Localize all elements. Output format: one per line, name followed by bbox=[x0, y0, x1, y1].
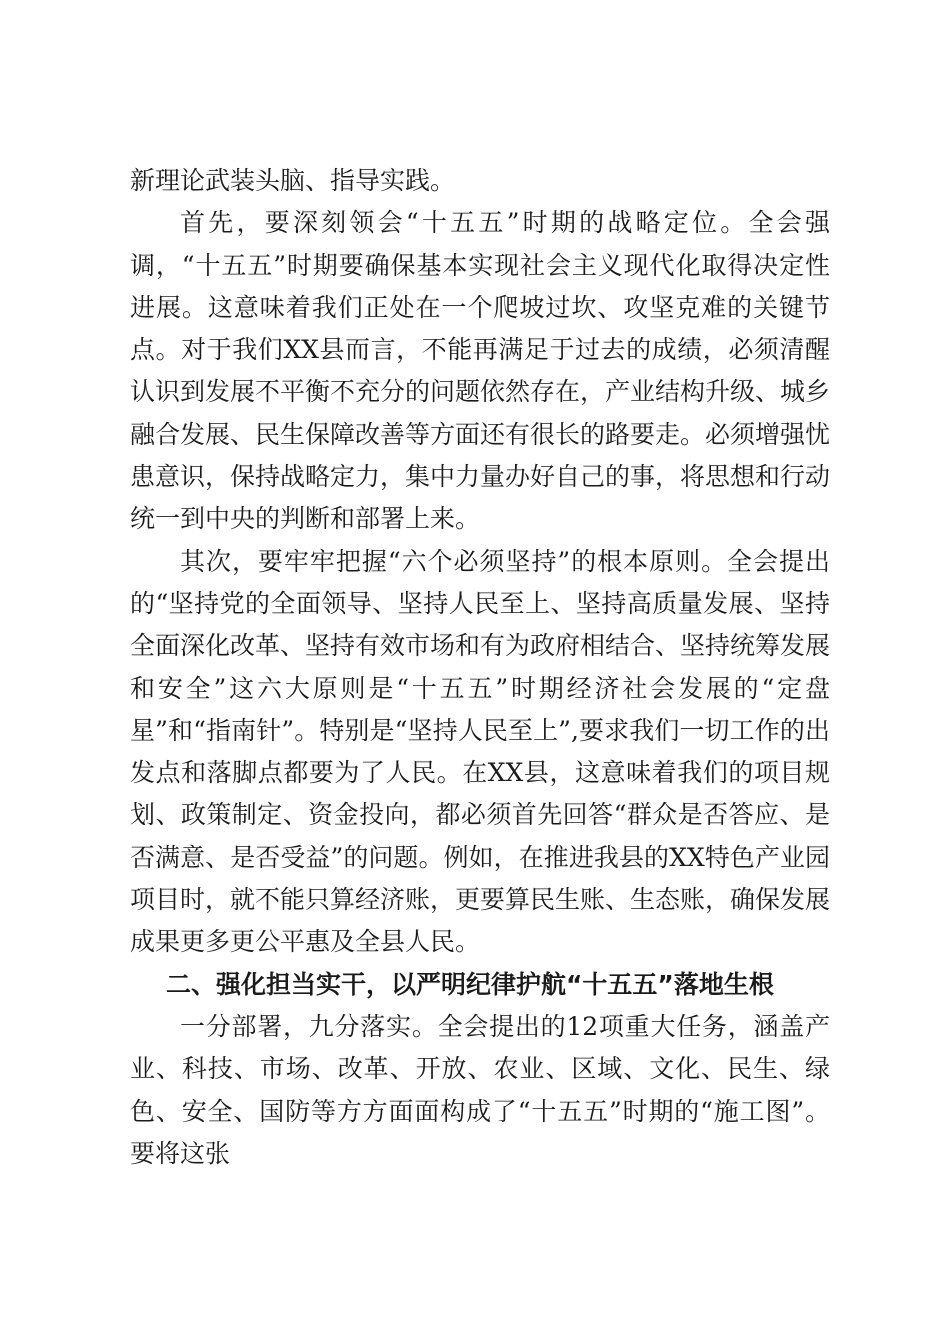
section-heading-two: 二、强化担当实干，以严明纪律护航“十五五”落地生根 bbox=[166, 969, 774, 999]
paragraph-strategic-positioning: 首先，要深刻领会“十五五”时期的战略定位。全会强调，“十五五”时期要确保基本实现社会主义现代化取得决定性进展。这意味着我们正处在一个爬坡过坎、攻坚克难的关键节点。对于我们XX县而言，不能再满足于过去的成绩，必须清醒认识到发展不平衡不充分的问题依然存在，产业结构升级、城乡融合发展、民生保障改善等方面还有很长的路要走。必须增强忧患意识，保持战略定力，集中力量办好自己的事，将思想和行动统一到中央的判断和部署上来。 bbox=[130, 208, 831, 534]
document-body bbox=[130, 160, 830, 1175]
paragraph-implementation: 一分部署，九分落实。全会提出的12项重大任务，涵盖产业、科技、市场、改革、开放、农业、区域、文化、民生、绿色、安全、国防等方方面面构成了“十五五”时期的“施工图”。要将这张 bbox=[130, 1011, 830, 1168]
paragraph-continued: 新理论武装头脑、指导实践。 bbox=[130, 166, 456, 195]
paragraph-six-principles: 其次，要牢牢把握“六个必须坚持”的根本原则。全会提出的“坚持党的全面领导、坚持人民至上、坚持高质量发展、坚持全面深化改革、坚持有效市场和有为政府相结合、坚持统筹发展和安全”这六大原则是“十五五”时期经济社会发展的“定盘星”和“指南针”。特别是“坚持人民至上”,要求我们一切工作的出发点和落脚点都要为了人民。在XX县，这意味着我们的项目规划、政策制定、资金投向，都必须首先回答“群众是否答应、是否满意、是否受益”的问题。例如，在推进我县的XX特色产业园项目时，就不能只算经济账，更要算民生账、生态账，确保发展成果更多更公平惠及全县人民。 bbox=[130, 546, 831, 957]
